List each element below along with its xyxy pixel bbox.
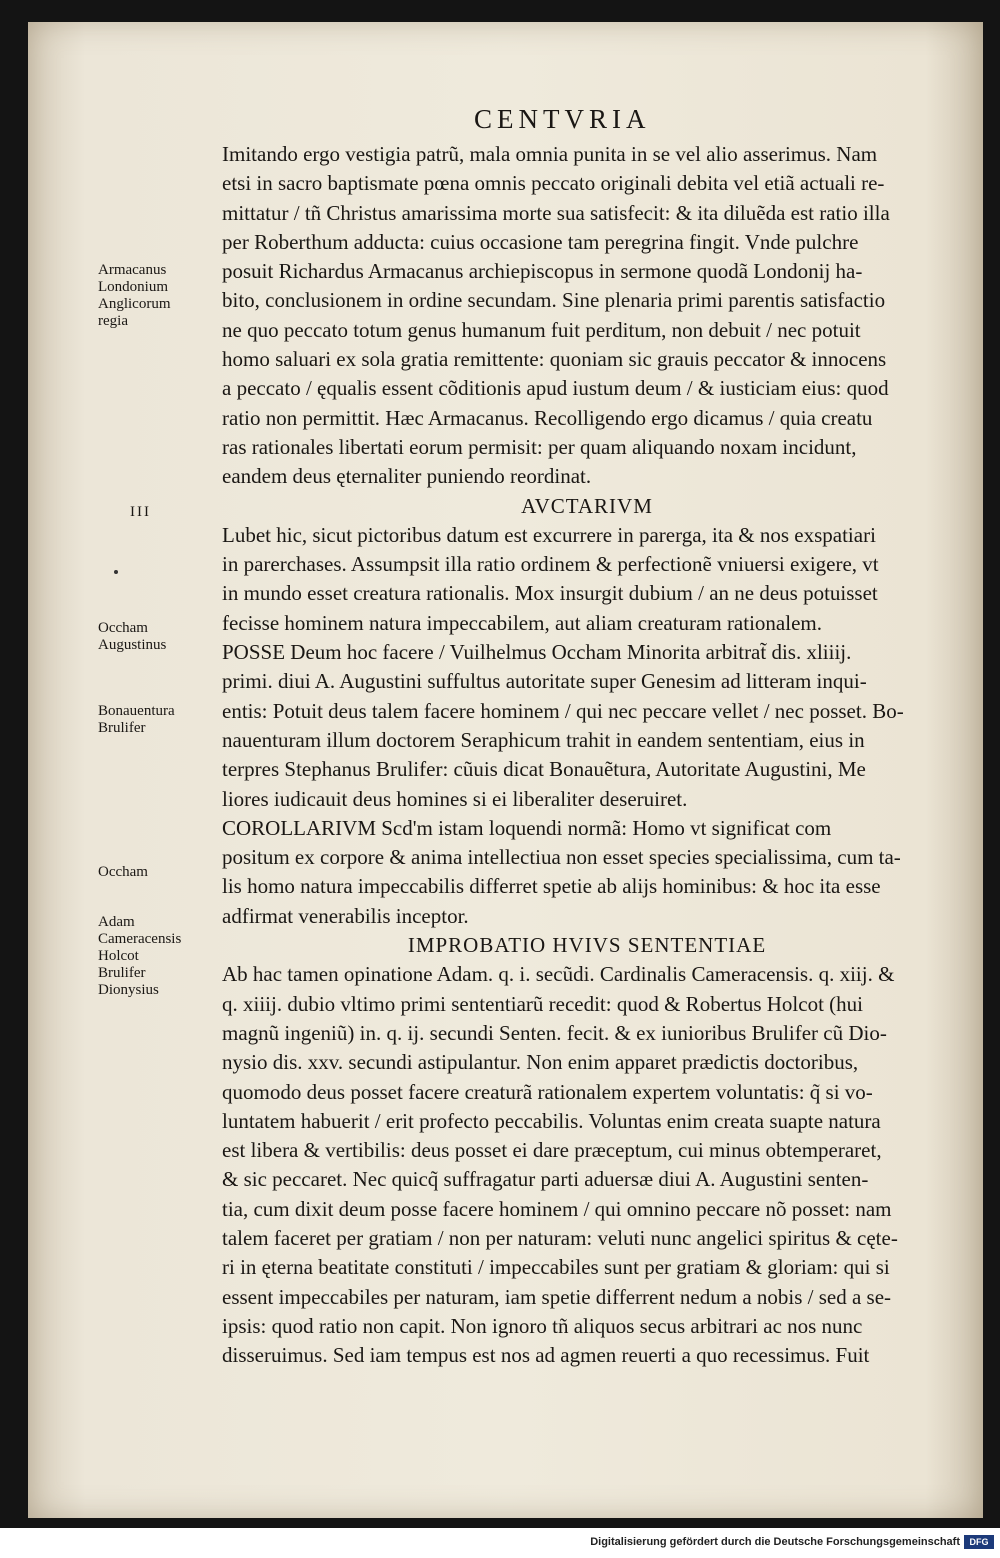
- body-line: COROLLARIVM Scd'm istam loquendi normã: Homo vt significat com: [222, 815, 832, 840]
- dfg-credit-text: Digitalisierung gefördert durch die Deutsche Forschungsgemeinschaft: [590, 1536, 960, 1548]
- body-line: a peccato / ęqualis essent cõditionis apud iustum deum / & iusticiam eius: quod: [222, 376, 889, 401]
- body-line: per Roberthum adducta: cuius occasione tam peregrina fingit. Vnde pulchre: [222, 229, 859, 254]
- margin-line: Cameracensis: [98, 931, 182, 947]
- section-heading: AVCTARIVM: [521, 493, 653, 518]
- body-line: primi. diui A. Augustini suffultus autoritate super Genesim ad litteram inqui-: [222, 669, 867, 694]
- body-line: ri in ęterna beatitate constituti / impeccabiles sunt per gratiam & gloriam: qui si: [222, 1255, 890, 1280]
- body-line: ras rationales libertati eorum permisit: per quam aliquando noxam incidunt,: [222, 434, 857, 459]
- margin-line: Armacanus: [98, 262, 167, 278]
- body-line: ne quo peccato totum genus humanum fuit perditum, non debuit / nec potuit: [222, 317, 861, 342]
- margin-line: Brulifer: [98, 720, 146, 736]
- body-line: lis homo natura impeccabilis differret spetie ab alijs hominibus: & hoc ita esse: [222, 874, 881, 899]
- body-line: disseruimus. Sed iam tempus est nos ad agmen reuerti a quo recessimus. Fuit: [222, 1343, 870, 1368]
- body-line: bito, conclusionem in ordine secundam. Sine plenaria primi parentis satisfactio: [222, 288, 886, 313]
- body-line: & sic peccaret. Nec quicq̃ suffragatur parti aduersæ diui A. Augustini senten-: [222, 1167, 869, 1192]
- margin-line: Londonium: [98, 279, 168, 295]
- margin-line: Brulifer: [98, 965, 146, 981]
- body-line: fecisse hominem natura impeccabilem, aut aliam creaturam rationalem.: [222, 610, 822, 635]
- margin-note-occham: [98, 864, 213, 881]
- body-line: talem faceret per gratiam / non per naturam: veluti nunc angelici spiritus & cęte-: [222, 1225, 898, 1250]
- margin-line: Adam: [98, 914, 135, 930]
- margin-line: Anglicorum: [98, 296, 171, 312]
- body-line: in mundo esset creatura rationalis. Mox insurgit dubium / an ne deus potuisset: [222, 581, 878, 606]
- footer-bar: [0, 1528, 1000, 1558]
- body-line: posuit Richardus Armacanus archiepiscopus in sermone quodã Londonij ha-: [222, 259, 863, 284]
- margin-line: Occham: [98, 620, 148, 636]
- margin-note-bonauentura: [98, 703, 213, 737]
- body-line: mittatur / tñ Christus amarissima morte sua satisfecit: & ita diluẽda est ratio illa: [222, 200, 890, 225]
- body-line: liores iudicauit deus homines si ei liberaliter deseruiret.: [222, 786, 688, 811]
- body-line: entis: Potuit deus talem facere hominem / qui nec peccare vellet / nec posset. Bo-: [222, 698, 904, 723]
- body-line: magnũ ingeniũ) in. q. ij. secundi Senten. fecit. & ex iunioribus Brulifer cũ Dio-: [222, 1020, 887, 1045]
- margin-line: regia: [98, 313, 128, 329]
- body-line: nysio dis. xxv. secundi astipulantur. Non enim apparet prædictis doctoribus,: [222, 1050, 859, 1075]
- margin-note-occham-augustinus: [98, 620, 213, 654]
- body-line: POSSE Deum hoc facere / Vuilhelmus Occham Minorita arbitrat̃ dis. xliiij.: [222, 640, 852, 665]
- body-line: eandem deus ęternaliter puniendo reordinat.: [222, 464, 592, 489]
- body-text: [222, 140, 952, 1370]
- margin-note-adam-group: [98, 914, 213, 999]
- margin-line: Bonauentura: [98, 703, 175, 719]
- body-line: Ab hac tamen opinatione Adam. q. i. secũdi. Cardinalis Cameracensis. q. xiij. &: [222, 962, 895, 987]
- body-line: est libera & vertibilis: deus posset ei dare præceptum, cui minus obtemperaret,: [222, 1138, 882, 1163]
- margin-line: Dionysius: [98, 982, 159, 998]
- body-line: Imitando ergo vestigia patrũ, mala omnia punita in se vel alio asserimus. Nam: [222, 142, 878, 166]
- margin-line: Holcot: [98, 948, 139, 964]
- body-line: homo saluari ex sola gratia remittente: quoniam sic grauis peccator & innocens: [222, 347, 887, 372]
- body-line: luntatem habuerit / erit profecto peccabilis. Voluntas enim creata suapte natura: [222, 1108, 881, 1133]
- body-line: Lubet hic, sicut pictoribus datum est excurrere in parerga, ita & nos exspatiari: [222, 522, 876, 547]
- body-line: adfirmat venerabilis inceptor.: [222, 903, 469, 928]
- margin-dot: [114, 570, 118, 574]
- margin-line: Augustinus: [98, 637, 167, 653]
- margin-line: Occham: [98, 864, 148, 880]
- body-line: nauenturam illum doctorem Seraphicum trahit in eandem sententiam, eius in: [222, 727, 865, 752]
- body-line: essent impeccabiles per naturam, iam spetie differrent nedum a nobis / sed a se-: [222, 1284, 892, 1309]
- body-line: q. xiiij. dubio vltimo primi sententiarũ recedit: quod & Robertus Holcot (hui: [222, 991, 863, 1016]
- body-line: terpres Stephanus Brulifer: cũuis dicat Bonauẽtura, Autoritate Augustini, Me: [222, 757, 866, 782]
- running-head: CENTVRIA: [474, 104, 651, 134]
- dfg-logo: DFG: [964, 1535, 994, 1549]
- margin-note-armacanus: [98, 262, 213, 330]
- body-line: quomodo deus posset facere creaturã rationalem expertem voluntatis: q̃ si vo-: [222, 1079, 873, 1104]
- body-line: tia, cum dixit deum posse facere hominem / qui omnino peccare nõ posset: nam: [222, 1196, 892, 1221]
- section-heading: IMPROBATIO HVIVS SENTENTIAE: [407, 933, 767, 958]
- body-line: ipsis: quod ratio non capit. Non ignoro tñ aliquos secus arbitrari ac nos nunc: [222, 1313, 863, 1338]
- margin-numeral: III: [130, 504, 151, 520]
- body-line: in parerchases. Assumpsit illa ratio ordinem & perfectionẽ vniuersi exigere, vt: [222, 552, 879, 577]
- body-line: positum ex corpore & anima intellectiua non esset species specialissima, cum ta-: [222, 845, 901, 870]
- body-line: ratio non permittit. Hæc Armacanus. Recolligendo ergo dicamus / quia creatu: [222, 405, 873, 430]
- body-line: etsi in sacro baptismate pœna omnis peccato originali debita vel etiã actuali re-: [222, 171, 885, 196]
